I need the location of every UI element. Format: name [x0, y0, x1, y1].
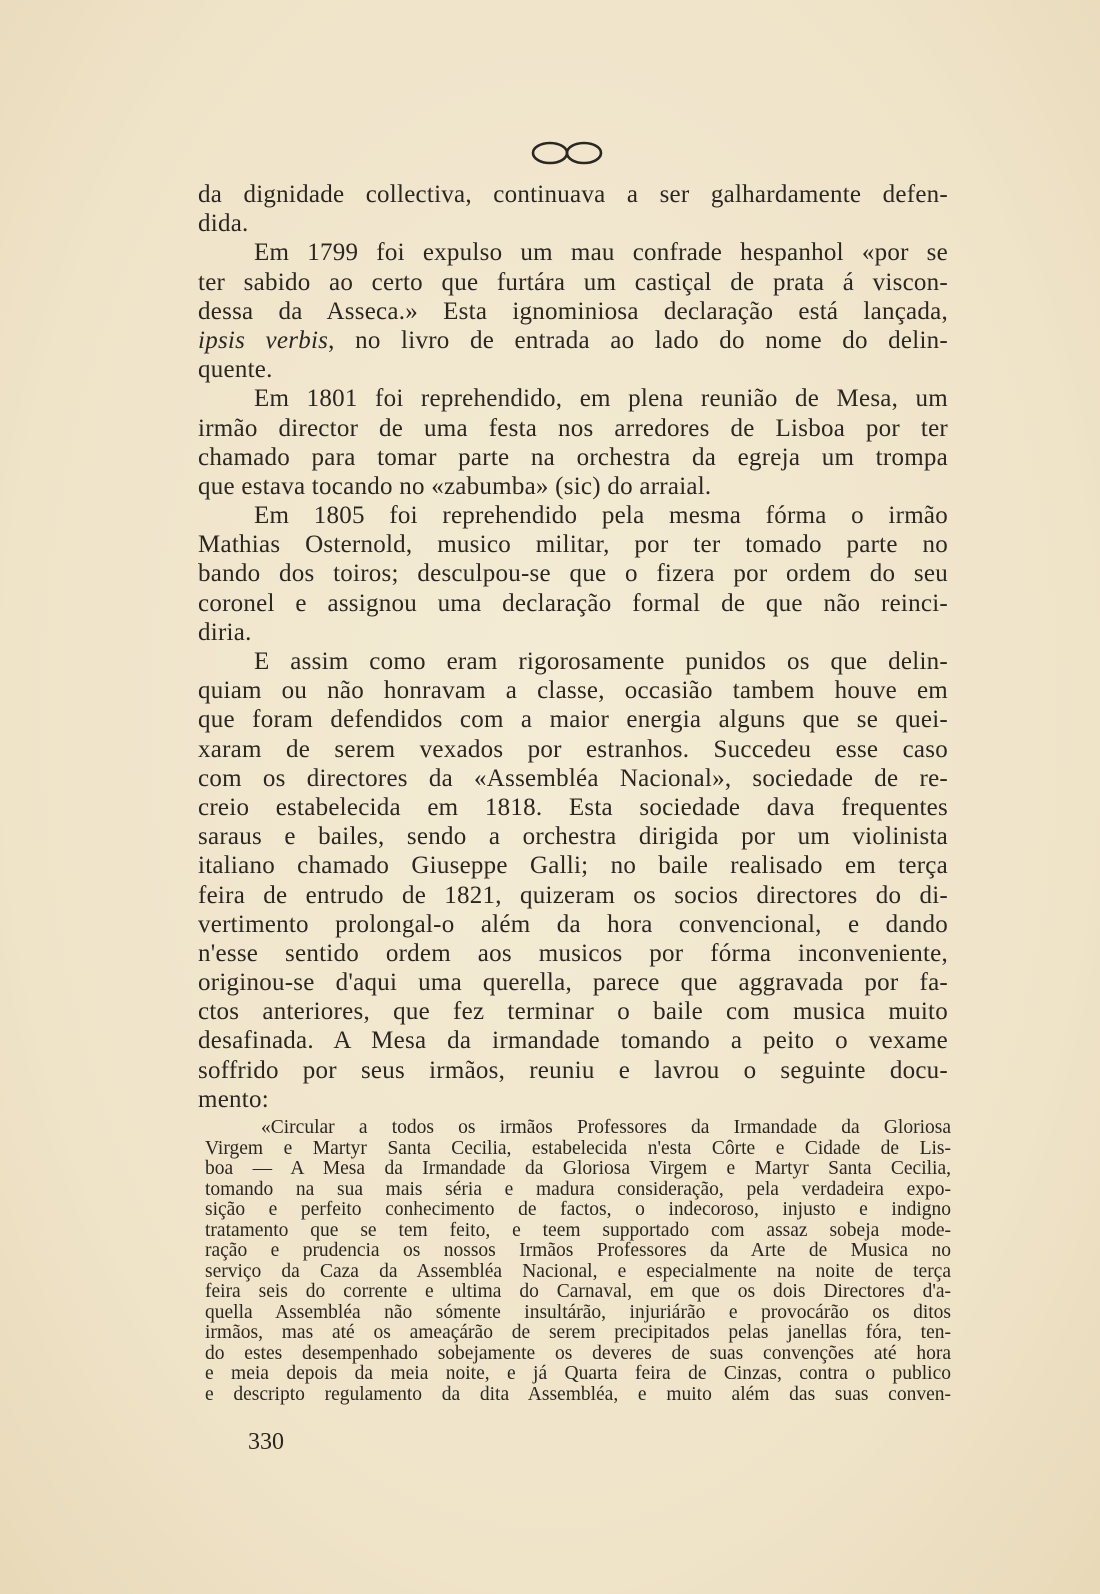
text-line: italiano chamado Giuseppe Galli; no baile realisado em terça — [198, 852, 948, 880]
text-line: chamado para tomar parte na orchestra da egreja um trompa — [198, 443, 948, 471]
quote-line: Virgem e Martyr Santa Cecilia, estabelecida n'esta Côrte e Cidade de Lis- — [205, 1137, 951, 1159]
text-line: originou-se d'aqui uma querella, parece que aggravada por fa- — [198, 969, 948, 997]
quote-line: sição e perfeito conhecimento de factos, o indecoroso, injusto e indigno — [205, 1199, 951, 1220]
quote-line: feira seis do corrente e ultima do Carnaval, em que os dois Directores d'a- — [205, 1281, 951, 1302]
quote-line: e meia depois da meia noite, e já Quarta feira de Cinzas, contra o publico — [205, 1363, 951, 1384]
paragraph-start-line: Em 1805 foi reprehendido pela mesma fórma o irmão — [254, 502, 948, 530]
text-line: coronel e assignou uma declaração formal de que não reinci- — [198, 589, 948, 617]
italic-phrase: ipsis verbis — [198, 326, 329, 354]
text-line-italic-phrase — [198, 326, 948, 355]
paragraph-start-line: Em 1799 foi expulso um mau confrade hespanhol «por se — [254, 239, 948, 267]
quote-line: e descripto regulamento da dita Assembléa, e muito além das suas conven- — [205, 1383, 951, 1405]
text-line: feira de entrudo de 1821, quizeram os socios directores do di- — [198, 881, 948, 909]
page-number: 330 — [248, 1429, 284, 1455]
text-line: com os directores da «Assembléa Nacional», sociedade de re- — [198, 764, 948, 792]
quote-line: serviço da Caza da Assembléa Nacional, e especialmente na noite de terça — [205, 1260, 951, 1282]
quote-line: irmãos, mas até os ameaçárão de serem precipitados pelas janellas fóra, ten- — [205, 1322, 951, 1343]
text-line: saraus e bailes, sendo a orchestra dirigida por um violinista — [198, 823, 948, 851]
quote-line: tomando na sua mais séria e madura consideração, pela verdadeira expo- — [205, 1178, 951, 1200]
text-line-rest: , no livro de entrada ao lado do nome do delin- — [328, 326, 948, 354]
text-line: xaram de serem vexados por estranhos. Succedeu esse caso — [198, 735, 948, 763]
text-line: vertimento prolongal-o além da hora convencional, e dando — [198, 910, 948, 938]
text-line: que estava tocando no «zabumba» (sic) do arraial. — [198, 472, 712, 500]
text-line: bando dos toiros; desculpou-se que o fizera por ordem do seu — [198, 560, 948, 588]
quoted-document — [205, 1118, 951, 1405]
text-line: diria. — [198, 618, 252, 646]
text-line: dida. — [198, 210, 249, 238]
quote-line: boa — A Mesa da Irmandade da Gloriosa Virgem e Martyr Santa Cecilia, — [205, 1158, 951, 1179]
double-loop-ornament-icon — [528, 138, 608, 168]
text-line: desafinada. A Mesa da irmandade tomando a peito o vexame — [198, 1027, 948, 1055]
text-line: ter sabido ao certo que furtára um castiçal de prata á viscon- — [198, 268, 948, 296]
quote-line: ração e prudencia os nossos Irmãos Professores da Arte de Musica no — [205, 1240, 951, 1261]
text-line: da dignidade collectiva, continuava a ser galhardamente defen- — [198, 181, 948, 208]
text-line: mento: — [198, 1085, 269, 1113]
text-line: irmão director de uma festa nos arredores de Lisboa por ter — [198, 414, 948, 442]
text-line: Mathias Osternold, musico militar, por ter tomado parte no — [198, 531, 948, 559]
text-line: ctos anteriores, que fez terminar o baile com musica muito — [198, 998, 948, 1026]
text-line: quente. — [198, 356, 273, 384]
quote-line: tratamento que se tem feito, e teem supportado com assaz sobeja mode- — [205, 1219, 951, 1241]
quote-line: do estes desempenhado sobejamente os deveres de suas convenções até hora — [205, 1342, 951, 1364]
quote-line: quella Assembléa não sómente insultárão, injuriárão e provocárão os ditos — [205, 1301, 951, 1323]
text-line: n'esse sentido ordem aos musicos por fórma inconveniente, — [198, 939, 948, 967]
paragraph-start-line: Em 1801 foi reprehendido, em plena reunião de Mesa, um — [254, 385, 948, 413]
body-text — [198, 180, 948, 1114]
text-line: creio estabelecida em 1818. Esta sociedade dava frequentes — [198, 793, 948, 821]
quote-line: «Circular a todos os irmãos Professores da Irmandade da Gloriosa — [261, 1117, 951, 1138]
paragraph-start-line: E assim como eram rigorosamente punidos os que delin- — [254, 648, 948, 675]
text-line: que foram defendidos com a maior energia alguns que se quei- — [198, 706, 948, 734]
text-line: dessa da Asseca.» Esta ignominiosa declaração está lançada, — [198, 297, 948, 325]
text-line: quiam ou não honravam a classe, occasião tambem houve em — [198, 677, 948, 705]
text-line: soffrido por seus irmãos, reuniu e lavrou o seguinte docu- — [198, 1056, 948, 1084]
